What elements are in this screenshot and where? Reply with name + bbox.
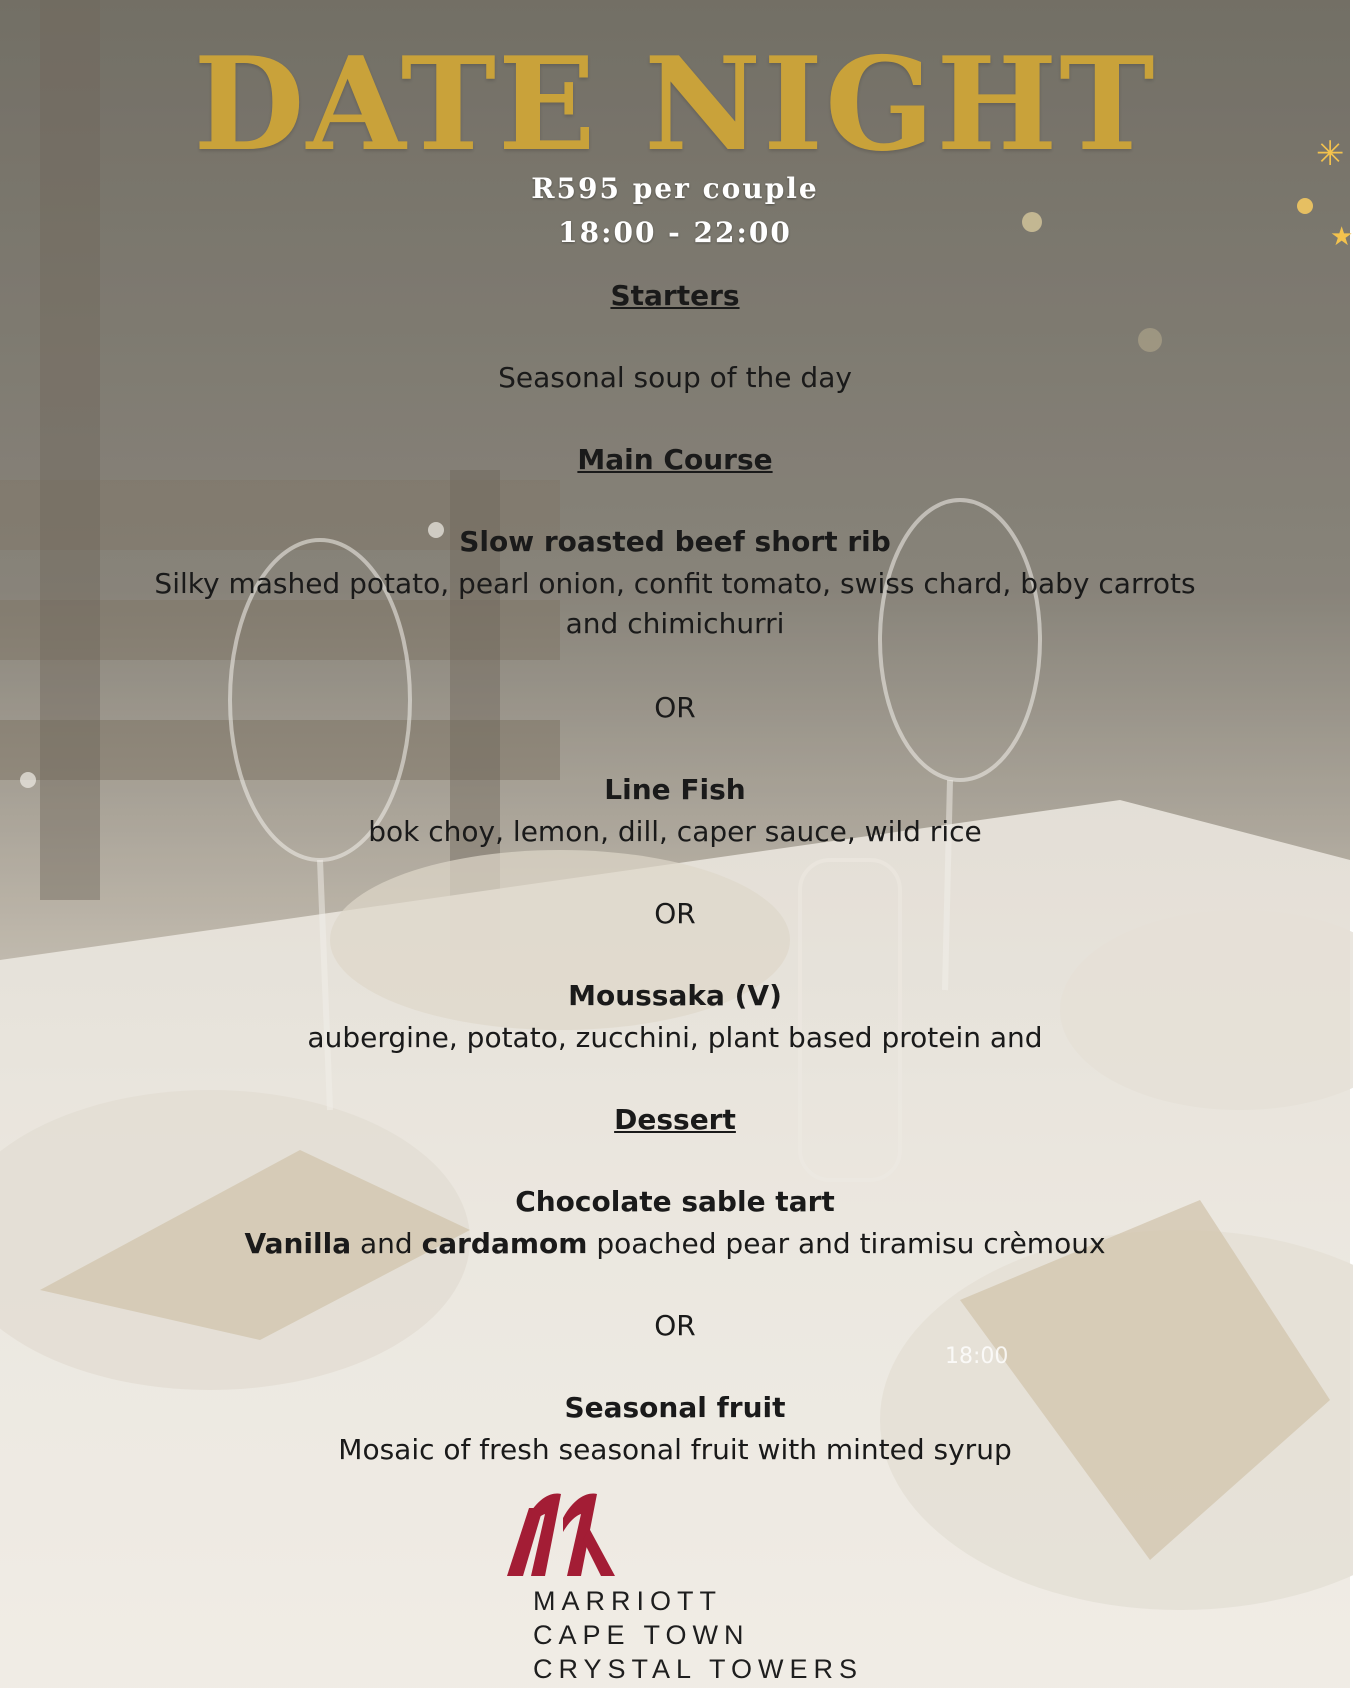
or-separator: OR — [654, 897, 696, 930]
starters-heading: Starters — [610, 279, 740, 312]
main-dish-1-desc: Silky mashed potato, pearl onion, confit tomato, swiss chard, baby carrots and chimichurri — [154, 567, 1196, 640]
brand-line-2: CAPE TOWN — [533, 1620, 750, 1650]
hours-label: 18:00 - 22:00 — [558, 216, 792, 249]
dessert-2-name: Seasonal fruit — [564, 1391, 786, 1424]
brand-line-1: MARRIOTT — [533, 1586, 722, 1616]
dessert-1-name: Chocolate sable tart — [515, 1185, 835, 1218]
dessert-1-desc-and: and — [351, 1227, 422, 1260]
sparkle-icon: ✳ — [1316, 134, 1345, 174]
dessert-1-desc-bold: cardamom — [421, 1227, 588, 1260]
page-title: DATE NIGHT — [193, 30, 1157, 180]
dessert-1-desc-rest: poached pear and tiramisu crèmoux — [587, 1227, 1106, 1260]
main-dish-3-name: Moussaka (V) — [568, 979, 782, 1012]
faint-time-stamp: 18:00 — [945, 1344, 1009, 1369]
or-separator: OR — [654, 1309, 696, 1342]
main-dish-1-name: Slow roasted beef short rib — [459, 525, 891, 558]
marriott-logo-icon — [505, 1488, 625, 1580]
price-label: R595 per couple — [531, 172, 819, 205]
main-dish-2-name: Line Fish — [604, 773, 746, 806]
starter-item: Seasonal soup of the day — [498, 361, 852, 394]
dessert-2-desc: Mosaic of fresh seasonal fruit with minted syrup — [338, 1433, 1012, 1466]
main-dish-2-desc: bok choy, lemon, dill, caper sauce, wild rice — [368, 815, 982, 848]
dessert-heading: Dessert — [614, 1103, 736, 1136]
main-dish-3-desc: aubergine, potato, zucchini, plant based protein and — [307, 1021, 1043, 1054]
star-icon: ★ — [1330, 222, 1353, 252]
dessert-1-desc — [0, 1224, 1350, 1264]
brand-line-3: CRYSTAL TOWERS — [533, 1654, 864, 1684]
dessert-1-desc-bold: Vanilla — [244, 1227, 352, 1260]
or-separator: OR — [654, 691, 696, 724]
main-course-heading: Main Course — [577, 443, 773, 476]
